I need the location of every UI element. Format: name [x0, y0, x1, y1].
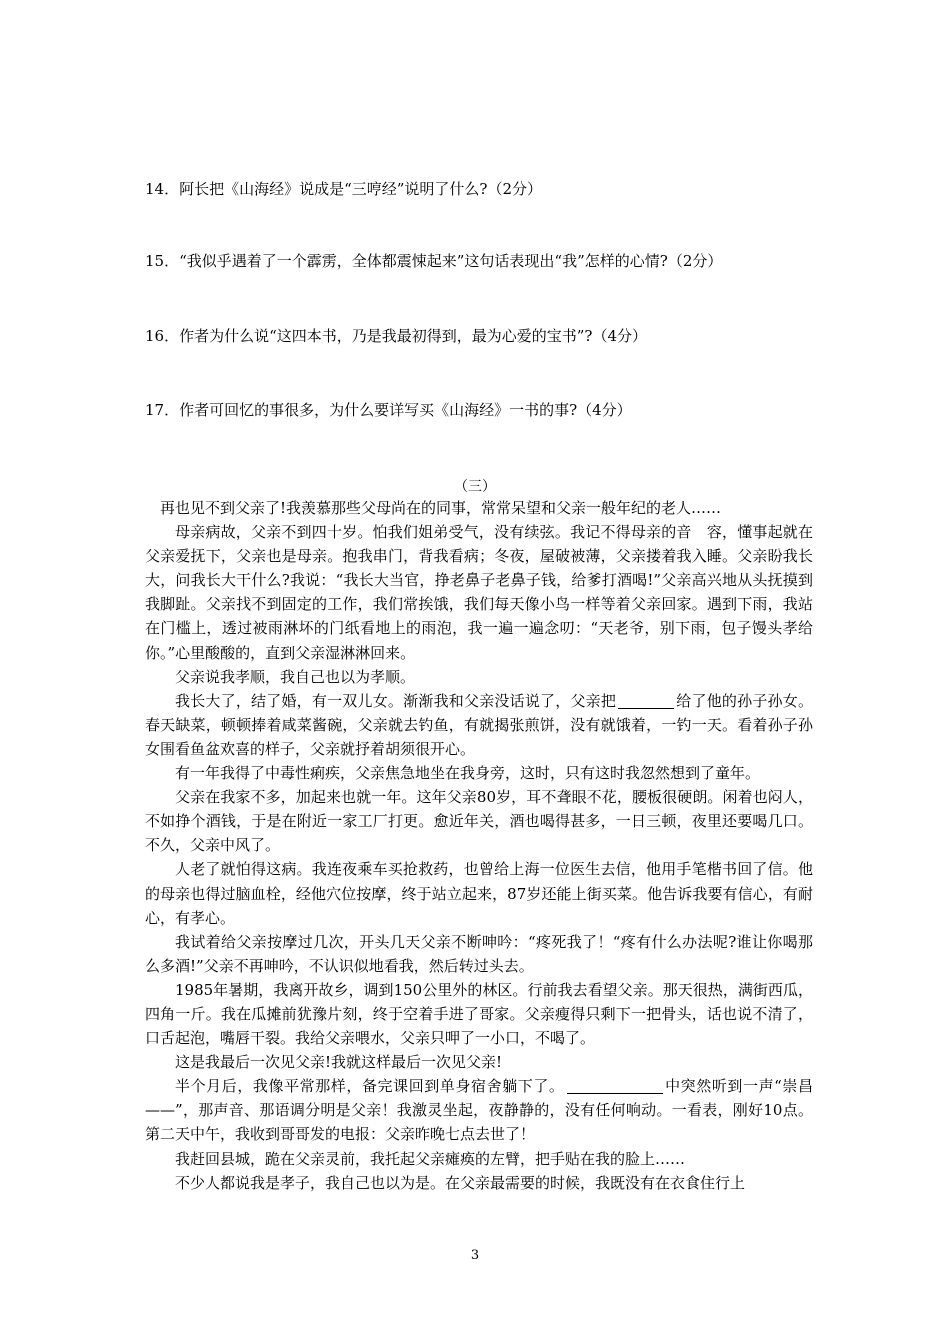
- paragraph: 我试着给父亲按摩过几次，开头几天父亲不断呻吟：“疼死我了！“疼有什么办法呢?谁让你喝那么多酒!”父亲不再呻吟，不认识似地看我，然后转过头去。: [145, 932, 813, 975]
- paragraph-text: 半个月后，我像平常那样，备完课回到单身宿舍躺下了。: [175, 1077, 565, 1096]
- fill-in-blank[interactable]: [567, 1078, 663, 1094]
- paragraph: 人老了就怕得这病。我连夜乘车买抢救药，也曾给上海一位医生去信，他用手笔楷书回了信。他的母亲也得过脑血栓，经他穴位按摩，终于站立起来，87岁还能上街买菜。他告诉我要有信心，有耐心，有孝心。: [145, 860, 813, 927]
- page-number: 3: [470, 1248, 480, 1263]
- question-14: [145, 178, 845, 200]
- paragraph: 再也见不到父亲了!我羡慕那些父母尚在的同事，常常呆望和父亲一般年纪的老人……: [160, 499, 722, 517]
- fill-in-blank[interactable]: [618, 693, 674, 709]
- question-text: 阿长把《山海经》说成是“三哼经”说明了什么?（2分）: [179, 180, 543, 198]
- paragraph: [145, 1074, 813, 1146]
- question-17: [145, 399, 845, 421]
- paragraph: 母亲病故，父亲不到四十岁。怕我们姐弟受气，没有续弦。我记不得母亲的音 容，懂事起就在父亲爱抚下，父亲也是母亲。抱我串门，背我看病；冬夜，屋破被薄，父亲搂着我入睡。父亲盼我长大，问我长大干什么?我说：“我长大当官，挣老鼻子老鼻子钱，给爹打酒喝!”父亲高兴地从头抚摸到我脚趾。父亲找不到固定的工作，我们常挨饿，我们每天像小鸟一样等着父亲回家。遇到下雨，我站在门槛上，透过被雨淋坏的门纸看地上的雨泡，我一遍一遍念叨：“天老爷，别下雨，包子馒头孝给你。”心里酸酸的，直到父亲湿淋淋回来。: [145, 523, 813, 662]
- paragraph: 父亲说我孝顺，我自己也以为孝顺。: [175, 667, 416, 686]
- paragraph: 1985年暑期，我离开故乡，调到150公里外的林区。行前我去看望父亲。那天很热，满街西瓜，四角一斤。我在瓜摊前犹豫片刻，终于空着手进了哥家。父亲瘦得只剩下一把骨头，话也说不清了，口舌起泡，嘴唇干裂。我给父亲喂水，父亲只呷了一小口，不喝了。: [145, 980, 813, 1048]
- paragraph: 我赶回县城，跪在父亲灵前，我托起父亲瘫痪的左臂，把手贴在我的脸上……: [175, 1149, 686, 1168]
- question-16: [145, 325, 845, 347]
- question-number: 16．: [145, 327, 180, 345]
- question-text: “我似乎遇着了一个霹雳，全体都震悚起来”这句话表现出“我”怎样的心情?（2分）: [179, 252, 723, 270]
- question-number: 14．: [145, 180, 180, 198]
- paragraph: 有一年我得了中毒性痢疾，父亲焦急地坐在我身旁，这时，只有这时我忽然想到了童年。: [175, 764, 761, 783]
- paragraph: 这是我最后一次见父亲!我就这样最后一次见父亲!: [175, 1053, 503, 1072]
- section-title: （三）: [454, 479, 496, 495]
- question-number: 17．: [145, 401, 180, 419]
- question-text: 作者为什么说“这四本书，乃是我最初得到，最为心爱的宝书”?（4分）: [179, 327, 648, 345]
- paragraph: 不少人都说我是孝子，我自己也以为是。在父亲最需要的时候，我既没有在衣食住行上: [175, 1173, 746, 1192]
- paragraph-text: 我长大了，结了婚，有一双儿女。渐渐我和父亲没话说了，父亲把: [175, 691, 617, 710]
- paragraph: 父亲在我家不多，加起来也就一年。这年父亲80岁，耳不聋眼不花，腰板很硬朗。闲着也闷人，不如挣个酒钱，于是在附近一家工厂打更。愈近年关，酒也喝得甚多，一日三顿，夜里还要喝几口。不久，父亲中风了。: [145, 788, 813, 855]
- question-15: [145, 250, 845, 272]
- paragraph: [145, 689, 813, 761]
- reading-passage: [145, 496, 813, 1195]
- question-number: 15．: [145, 252, 180, 270]
- paragraph-text: 给了他的孙子孙女。春天缺菜，顿顿捧着咸菜酱碗，父亲就去钓鱼，有就揭张煎饼，没有就饿着，一钓一天。看着孙子孙女围看鱼盆欢喜的样子，父亲就抒着胡须很开心。: [145, 691, 813, 758]
- question-text: 作者可回忆的事很多，为什么要详写买《山海经》一书的事?（4分）: [179, 401, 632, 419]
- paragraph-text: 中突然听到一声“崇昌——”，那声音、那语调分明是父亲！我激灵坐起，夜静静的，没有任何响动。一看表，刚好10点。第二天中午，我收到哥哥发的电报：父亲昨晚七点去世了！: [145, 1077, 813, 1144]
